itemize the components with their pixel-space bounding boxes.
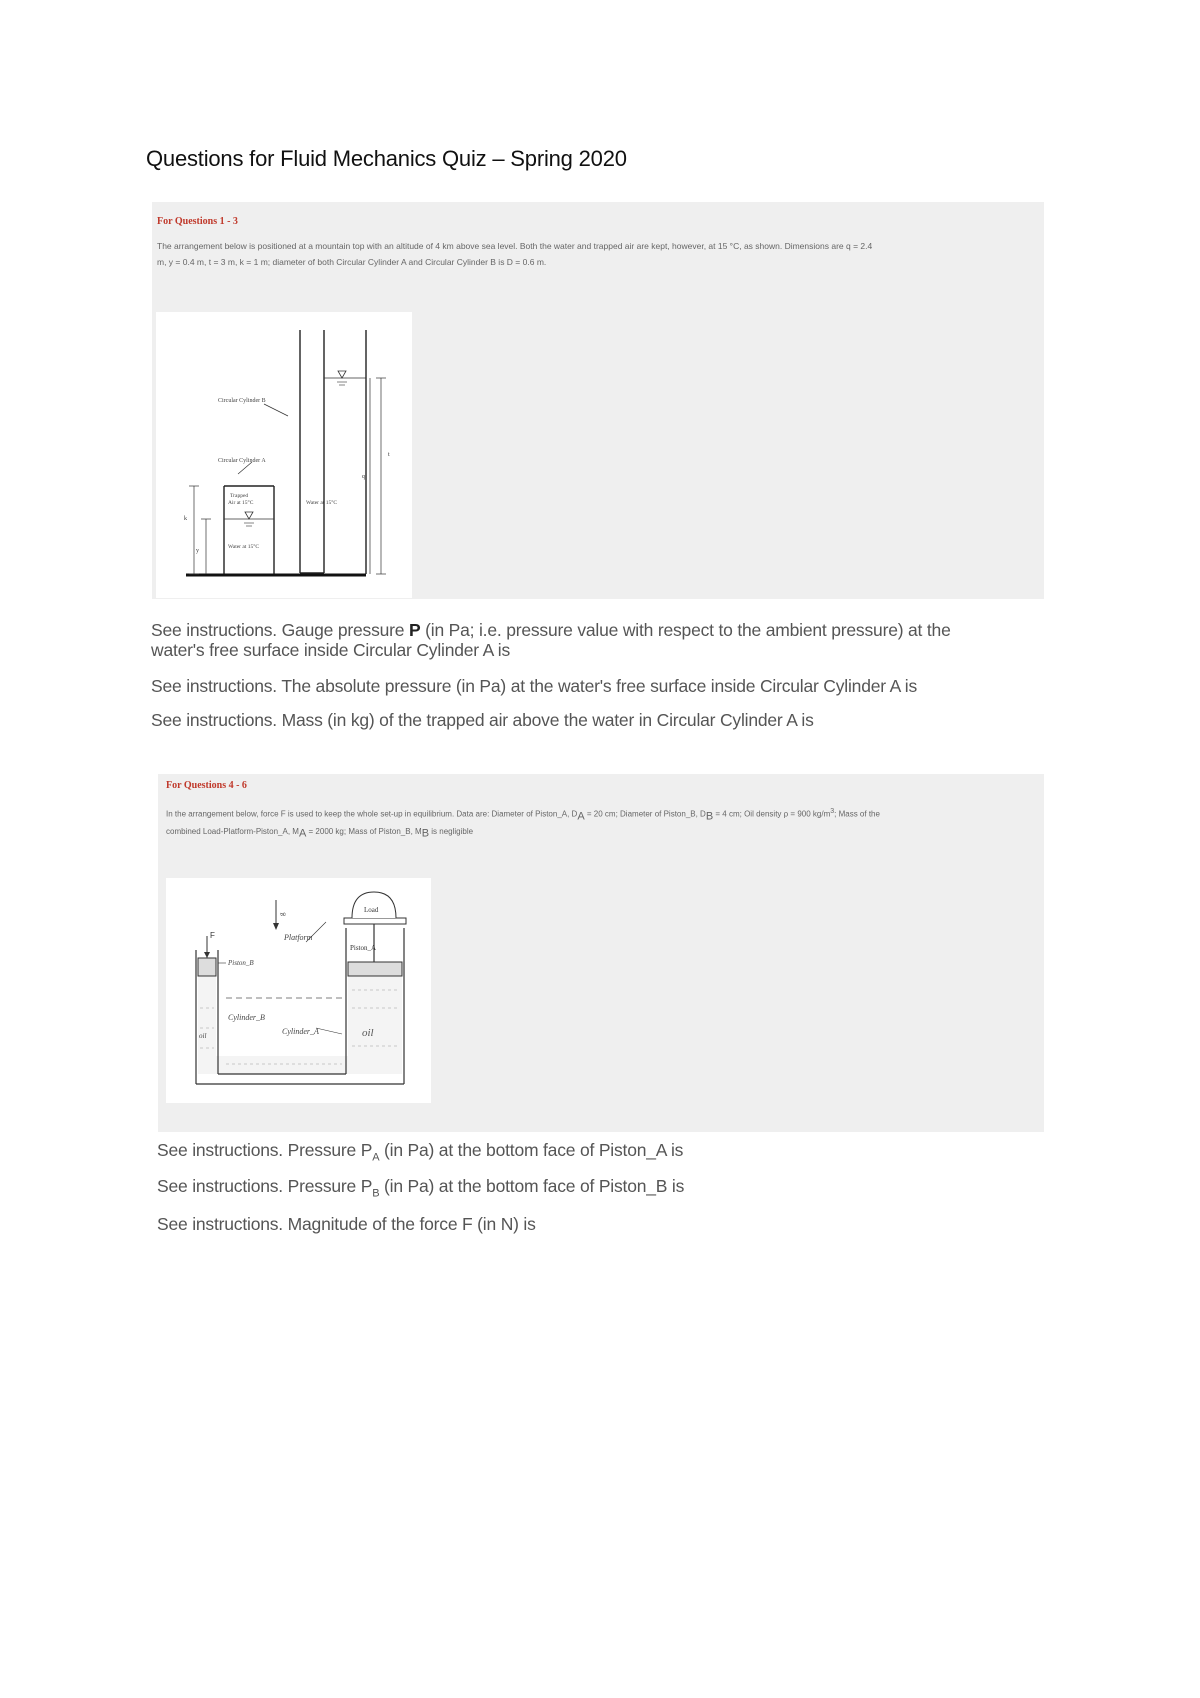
piston-b-label: Piston_B: [228, 959, 254, 967]
piston-a-label: Piston_A: [350, 944, 377, 952]
gravity-label: g: [278, 912, 286, 916]
cylinders-figure: [156, 312, 412, 598]
trapped-air-label-2: Air at 15°C: [228, 500, 254, 506]
question-1-line-2: water's free surface inside Circular Cylinder A is: [151, 640, 511, 660]
description-line-1: In the arrangement below, force F is used to keep the whole set-up in equilibrium. Data are: Diameter of Piston_A, $D_A = 20$ cm; Diameter of Piston_B, $D_B = 4$ cm; Oil density ρ = 900 $kg/m^3$; Mass of the: [166, 808, 880, 823]
block-description: [166, 804, 1041, 842]
dimension-q-label: q: [362, 474, 365, 480]
block-description: [157, 238, 1037, 270]
question-3: See instructions. Mass (in kg) of the trapped air above the water in Circular Cylinder A is: [151, 710, 814, 730]
question-1: [151, 620, 1051, 660]
cylinders-diagram: [156, 312, 412, 598]
description-line-2: m, y = 0.4 m, t = 3 m, k = 1 m; diameter of both Circular Cylinder A and Circular Cylinder B is D = 0.6 m.: [157, 257, 547, 267]
description-line-1: The arrangement below is positioned at a mountain top with an altitude of 4 km above sea level. Both the water and trapped air are kept, however, at 15 °C, as shown. Dimensions are q = 2.4: [157, 241, 873, 251]
trapped-air-label-1: Trapped: [230, 493, 249, 499]
load-label: Load: [364, 906, 379, 914]
question-2: See instructions. The absolute pressure (in Pa) at the water's free surface inside Circular Cylinder A is: [151, 676, 917, 696]
cylinder-b-label: Cylinder_B: [228, 1013, 265, 1022]
question-block-1: [152, 202, 1044, 599]
oil-label-right: oil: [362, 1027, 374, 1039]
page-title: Questions for Fluid Mechanics Quiz – Spring 2020: [146, 146, 627, 171]
cylinder-a-label: Cylinder_A: [282, 1027, 319, 1036]
pistons-diagram: [166, 878, 431, 1103]
pressure-symbol: P: [409, 620, 421, 640]
question-4: See instructions. Pressure $P_A$ (in Pa) at the bottom face of Piston_A is: [157, 1140, 684, 1164]
dimension-y-label: y: [196, 548, 199, 554]
description-line-2: combined Load-Platform-Piston_A, $M_A = 2000$ kg; Mass of Piston_B, $M_B$ is negligible: [166, 827, 474, 840]
pistons-figure: [166, 878, 431, 1103]
question-1-line-1: See instructions. Gauge pressure P (in Pa; i.e. pressure value with respect to the ambient pressure) at the: [151, 620, 951, 640]
platform-label: Platform: [284, 933, 313, 942]
dimension-t-label: t: [388, 452, 390, 458]
block-heading: For Questions 4 - 6: [166, 780, 247, 791]
question-5: See instructions. Pressure $P_B$ (in Pa) at the bottom face of Piston_B is: [157, 1176, 685, 1200]
oil-label-left: oil: [199, 1032, 207, 1040]
force-label: F: [210, 931, 215, 940]
block-heading: For Questions 1 - 3: [157, 216, 238, 227]
water-a-label: Water at 15°C: [228, 544, 260, 550]
question-6: See instructions. Magnitude of the force F (in N) is: [157, 1214, 536, 1234]
dimension-k-label: k: [184, 516, 187, 522]
cylinder-a-label: Circular Cylinder A: [218, 458, 266, 464]
cylinder-b-label: Circular Cylinder B: [218, 398, 266, 404]
question-block-2: [158, 774, 1044, 1132]
water-b-label: Water at 15°C: [306, 500, 338, 506]
